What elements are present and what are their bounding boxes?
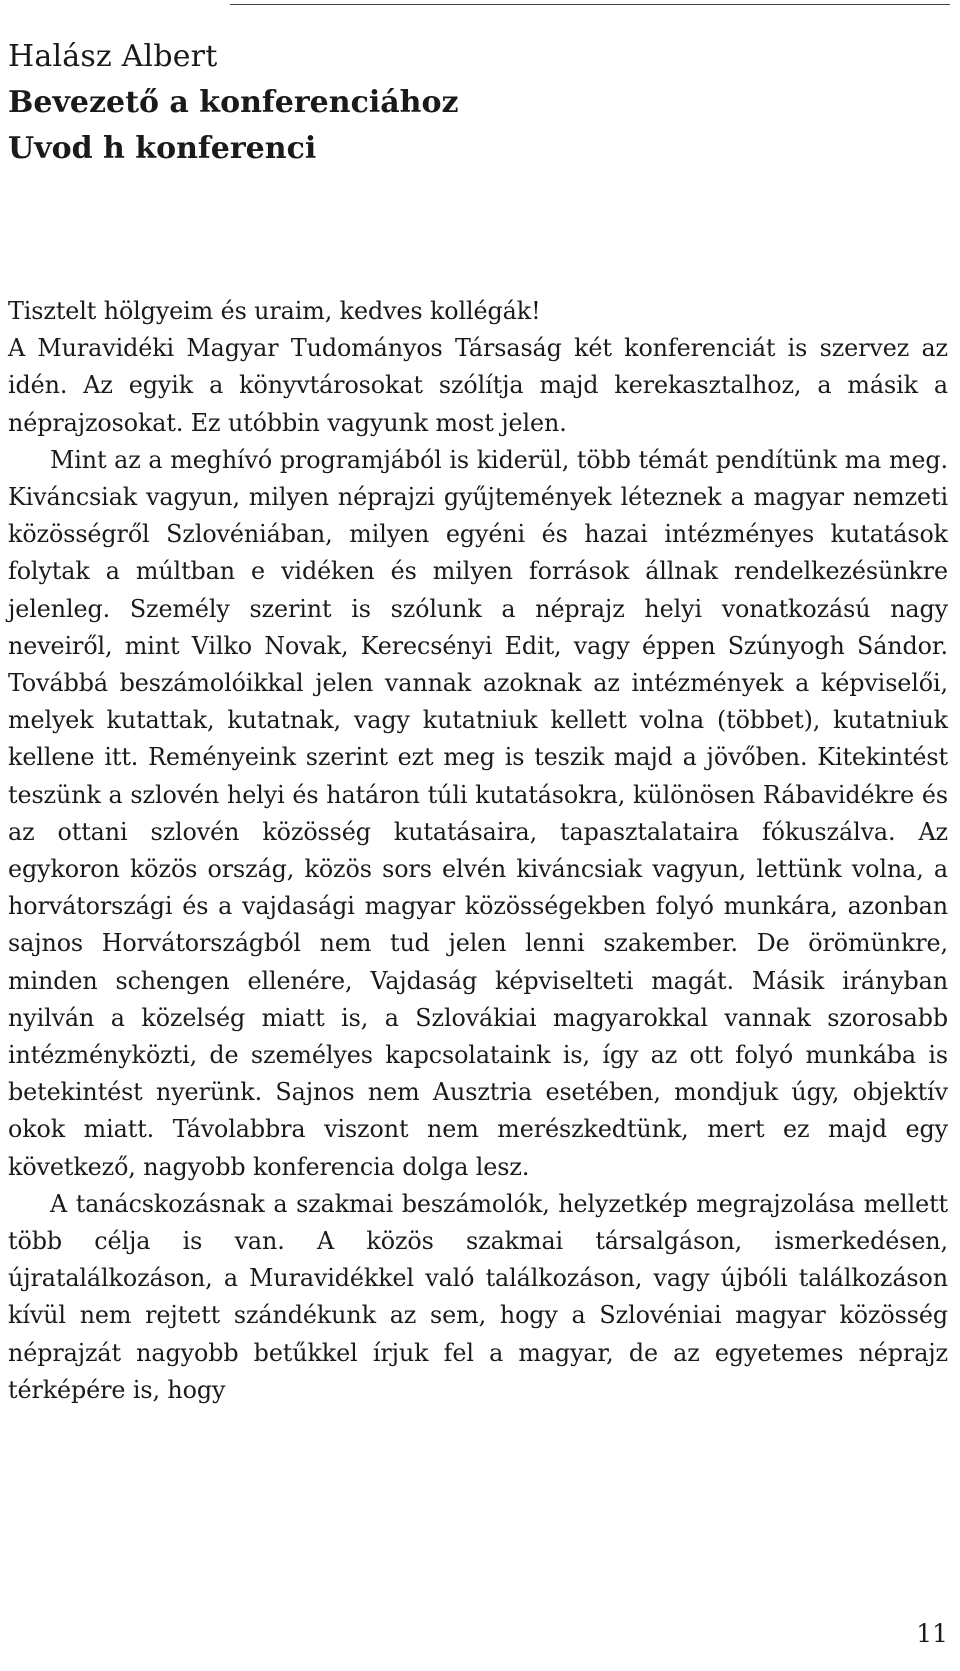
paragraph-intro: A Muravidéki Magyar Tudományos Társaság két konferenciát is szervez az idén. Az egyik a könyvtárosokat szólítja majd kerekasztalhoz, a másik a néprajzosokat. Ez utóbbin vagyunk most jelen. [8,334,948,437]
paragraph-goals: A tanácskozásnak a szakmai beszámolók, helyzetkép megrajzolása mellett több célja is van. A közös szakmai társalgáson, ismerkedésen, újratalálkozáson, a Muravidékkel való találkozáson, vagy újbóli találkozáson kívül nem rejtett szándékunk az sem, hogy a Szlovéniai magyar közösség néprajzát nagyobb betűkkel írjuk fel a magyar, de az egyetemes néprajz térképére is, hogy [8,1189,948,1404]
title-slovene: Uvod h konferenci [8,131,317,166]
top-rule [230,4,950,5]
article-body [8,293,948,1409]
page-number: 11 [916,1619,948,1648]
paragraph-topics: Mint az a meghívó programjából is kiderül, több témát pendítünk ma meg. Kiváncsiak vagyun, milyen néprajzi gyűjtemények léteznek a magyar nemzeti közösségről Szlovéniában, milyen egyéni és hazai intézményes kutatások folytak a múltban e vidéken és milyen források állnak rendelkezésünkre jelenleg. Személy szerint is szólunk a néprajz helyi vonatkozású nagy neveiről, mint Vilko Novak, Kerecsényi Edit, vagy éppen Szúnyogh Sándor. Továbbá beszámolóikkal jelen vannak azoknak az intézmények a képviselői, melyek kutattak, kutatnak, vagy kutatniuk kellett volna (többet), kutatniuk kellene itt. Reményeink szerint ezt meg is teszik majd a jövőben. Kitekintést teszünk a szlovén helyi és határon túli kutatásokra, különösen Rábavidékre és az ottani szlovén közösség kutatásaira, tapasztalataira fókuszálva. Az egykoron közös ország, közös sors elvén kiváncsiak vagyun, lettünk volna, a horvátországi és a vajdasági magyar közösségekben folyó munkára, azonban sajnos Horvátországból nem tud jelen lenni szakember. De örömünkre, minden schengen ellenére, Vajdaság képviselteti magát. Másik irányban nyilván a közelség miatt is, a Szlovákiai magyarokkal vannak szorosabb intézményközti, de személyes kapcsolataink is, így az ott folyó munkába is betekintést nyerünk. Sajnos nem Ausztria esetében, mondjuk úgy, objektív okok miatt. Távolabbra viszont nem merészkedtünk, mert ez majd egy következő, nagyobb konferencia dolga lesz. [8,445,948,1181]
title-hungarian: Bevezető a konferenciához [8,85,459,120]
author-name: Halász Albert [8,39,218,74]
paragraph-greeting: Tisztelt hölgyeim és uraim, kedves kollégák! [8,297,541,325]
article-header [8,34,948,172]
